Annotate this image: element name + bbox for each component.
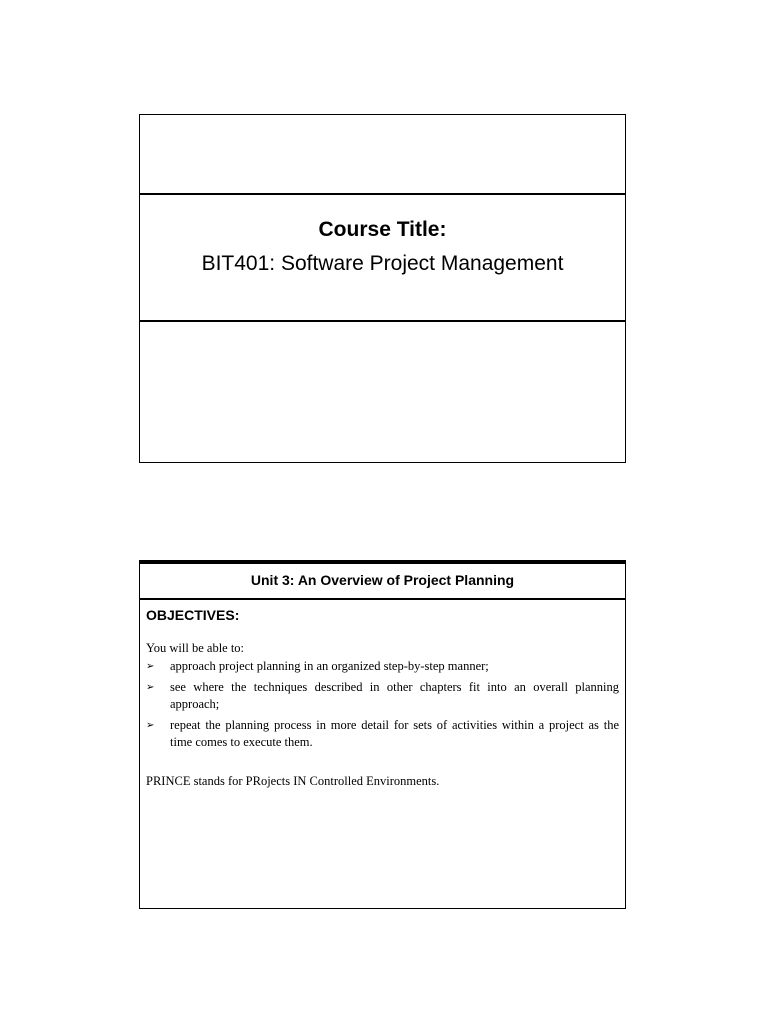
slide-header — [140, 564, 625, 600]
list-item-text: see where the techniques described in other chapters fit into an overall planning approach; — [170, 680, 619, 711]
list-item — [146, 658, 619, 675]
objectives-slide — [139, 560, 626, 909]
arrowhead-bullet-icon: ➢ — [146, 682, 155, 693]
title-slide-title-band — [140, 195, 625, 322]
arrowhead-bullet-icon: ➢ — [146, 661, 155, 672]
list-item-text: approach project planning in an organized step-by-step manner; — [170, 659, 489, 673]
course-name: BIT401: Software Project Management — [201, 252, 564, 275]
title-slide — [139, 114, 626, 463]
course-title-label: Course Title: — [318, 218, 447, 241]
prince-note: PRINCE stands for PRojects IN Controlled Environments. — [146, 774, 440, 788]
list-item — [146, 717, 619, 751]
list-item — [146, 679, 619, 713]
arrowhead-bullet-icon: ➢ — [146, 720, 155, 731]
slide-body — [146, 606, 619, 790]
title-slide-top-band — [140, 115, 625, 195]
objectives-list — [146, 658, 619, 751]
list-item-text: repeat the planning process in more detail for sets of activities within a project as the time comes to execute them. — [170, 718, 619, 749]
intro-text: You will be able to: — [146, 641, 245, 655]
objectives-heading: OBJECTIVES: — [146, 607, 240, 623]
unit-title: Unit 3: An Overview of Project Planning — [250, 572, 515, 588]
